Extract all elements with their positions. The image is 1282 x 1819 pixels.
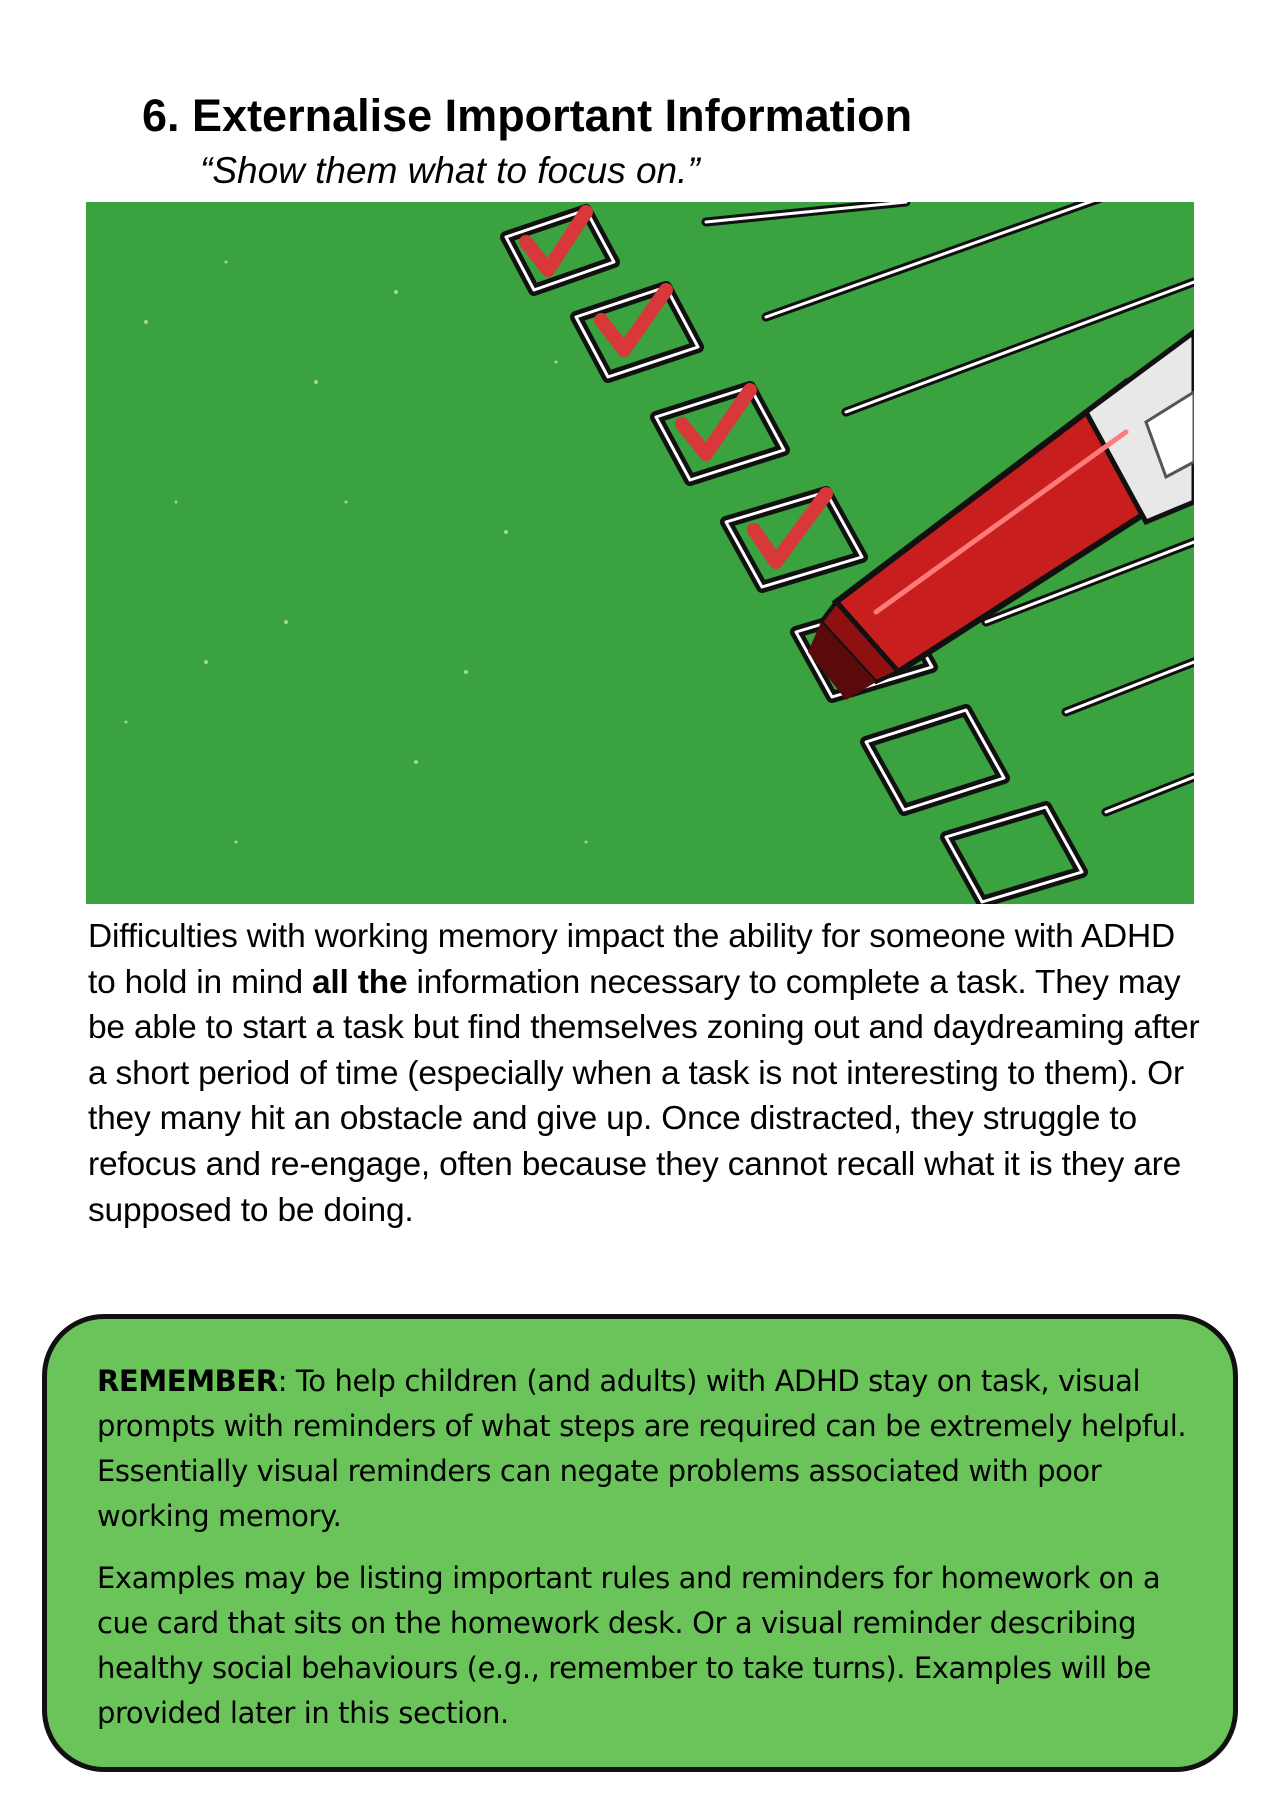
- body-rest: information necessary to complete a task. They may be able to start a task but find themselves zoning out and daydreaming after a short period of time (especially when a task is not interesting to them). Or they many hit an obstacle and give up. Once distracted, they struggle to refocus and re-engage, often because they cannot recall what it is they are supposed to be doing.: [88, 963, 1200, 1229]
- body-paragraph: [88, 914, 1200, 1233]
- callout-paragraph-2: Examples may be listing important rules and reminders for homework on a cue card that sits on the homework desk. Or a visual reminder describing healthy social behaviours (e.g., remember to take turns). Examples will be provided later in this section.: [97, 1561, 1161, 1730]
- body-intro: Difficulties with working memory impact the ability for someone with ADHD to hold in mind: [88, 918, 1175, 1001]
- callout-paragraph-1: [97, 1359, 1193, 1539]
- checklist-illustration: [86, 202, 1194, 904]
- remember-callout: [42, 1314, 1238, 1772]
- page-title: 6. Externalise Important Information: [142, 90, 913, 141]
- callout-text-1: To help children (and adults) with ADHD stay on task, visual prompts with reminders of what steps are required can be extremely helpful. Essentially visual reminders can negate problems associated with poor working memory.: [97, 1364, 1187, 1533]
- page-subtitle: “Show them what to focus on.”: [200, 150, 700, 191]
- callout-label-suffix: :: [277, 1364, 288, 1398]
- callout-label: REMEMBER: [97, 1364, 278, 1398]
- checklist-marker-icon: [86, 202, 1194, 904]
- body-emphasis: all the: [312, 963, 408, 1001]
